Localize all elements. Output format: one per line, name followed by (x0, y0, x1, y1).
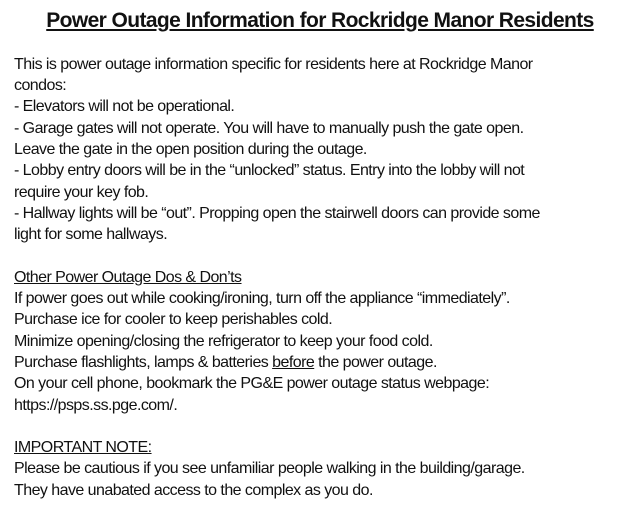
bullet-lobby-doors-cont: require your key fob. (14, 184, 149, 201)
dos-donts-heading: Other Power Outage Dos & Don’ts (14, 269, 242, 286)
pge-url: https://psps.ss.pge.com/. (14, 397, 178, 414)
bullet-garage-gates: - Garage gates will not operate. You will have to manually push the gate open. (14, 120, 524, 137)
bullet-garage-gates-cont: Leave the gate in the open position during the outage. (14, 141, 367, 158)
bullet-lobby-doors: - Lobby entry doors will be in the “unlocked” status. Entry into the lobby will not (14, 162, 525, 179)
bullet-hallway-lights-cont: light for some hallways. (14, 226, 168, 243)
tip-flashlights-text-end: the power outage. (314, 354, 437, 371)
bullet-hallway-lights: - Hallway lights will be “out”. Propping open the stairwell doors can provide some (14, 205, 540, 222)
important-heading: IMPORTANT NOTE: (14, 439, 152, 456)
tip-flashlights (14, 352, 437, 373)
tip-appliance: If power goes out while cooking/ironing, turn off the appliance “immediately”. (14, 290, 510, 307)
intro-text: This is power outage information specific for residents here at Rockridge Manor (14, 56, 533, 73)
important-text: They have unabated access to the complex as you do. (14, 482, 373, 499)
page-title: Power Outage Information for Rockridge Manor Residents (46, 9, 594, 32)
important-text: Please be cautious if you see unfamiliar people walking in the building/garage. (14, 460, 525, 477)
intro-text: condos: (14, 77, 67, 94)
tip-pge-bookmark: On your cell phone, bookmark the PG&E power outage status webpage: (14, 375, 490, 392)
bullet-elevators: - Elevators will not be operational. (14, 98, 235, 115)
emphasis-before: before (272, 354, 315, 371)
tip-ice: Purchase ice for cooler to keep perishables cold. (14, 311, 333, 328)
tip-flashlights-text: Purchase flashlights, lamps & batteries (14, 354, 273, 371)
tip-refrigerator: Minimize opening/closing the refrigerator to keep your food cold. (14, 333, 433, 350)
